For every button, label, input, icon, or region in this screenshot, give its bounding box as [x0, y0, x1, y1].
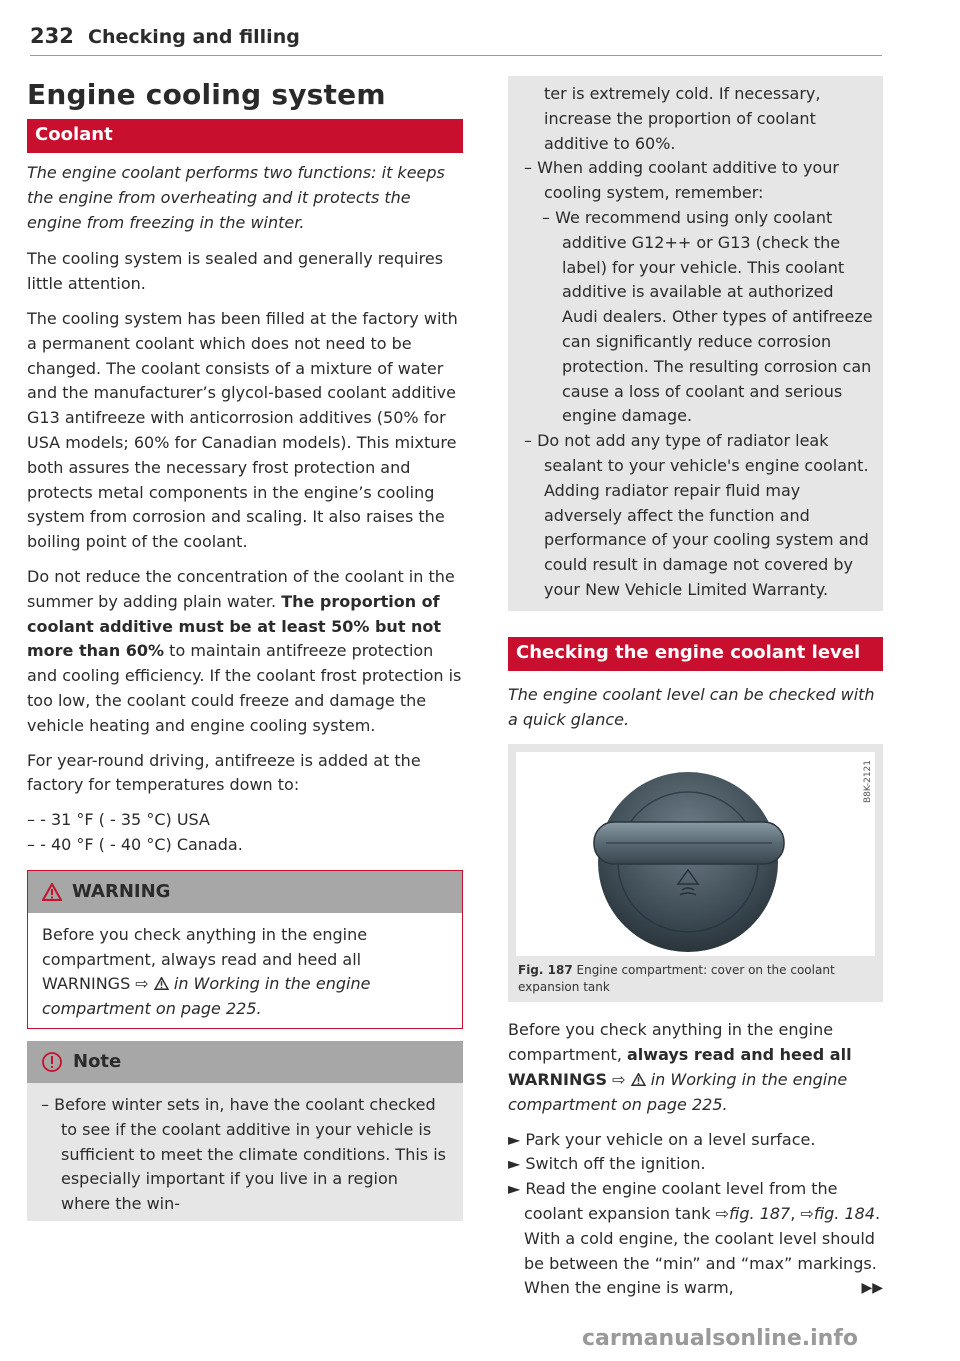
coolant-cap-image	[516, 752, 875, 956]
list-item: ter is extremely cold. If necessary, increase the proportion of coolant additive to 60%.	[544, 84, 821, 153]
step-item: ► Read the engine coolant level from the coolant expansion tank ⇨fig. 187, ⇨fig. 184. With a cold engine, the coolant level should be between the “min” and “max” markings. When the engine is warm, ▶▶	[508, 1177, 883, 1301]
note-text: – Before winter sets in, have the coolant checked to see if the coolant additive in your vehicle is sufficient to meet the climate conditions. This is especially important if you live in a region where the win-	[41, 1094, 446, 1214]
bold-text: The proportion of coolant additive must be at least 50% but not more than 60%	[27, 591, 442, 661]
note-title: Note	[73, 1051, 122, 1073]
step-item: ► Switch off the ignition.	[508, 1154, 706, 1174]
section-title: Checking and filling	[88, 26, 300, 48]
page-reference[interactable]: in Working in the engine compartment on page 225.	[42, 974, 371, 1019]
paragraph: Before you check anything in the engine compartment, always read and heed all WARNINGS ⇨ in Working in the engine compartment on page 225.	[508, 1020, 852, 1114]
list-item: – When adding coolant additive to your cooling system, remember:	[524, 158, 839, 203]
list-item: – - 40 °F ( - 40 °C) Canada.	[27, 834, 243, 854]
figure-187	[508, 744, 883, 1002]
figure-reference[interactable]: fig. 187	[729, 1203, 791, 1223]
note-continuation	[508, 76, 883, 611]
warning-icon	[631, 1073, 646, 1086]
warning-text: Before you check anything in the engine compartment, always read and heed all WARNINGS ⇨ in Working in the engine compartment on page 225.	[42, 924, 371, 1019]
warning-title: WARNING	[72, 881, 171, 903]
paragraph: The cooling system is sealed and generally requires little attention.	[27, 249, 444, 294]
page-title: Engine cooling system	[27, 78, 386, 111]
page-reference[interactable]: in Working in the engine compartment on page 225.	[508, 1069, 848, 1114]
page-header	[30, 22, 882, 56]
paragraph: Do not reduce the concentration of the coolant in the summer by adding plain water. The proportion of coolant additive must be at least 50% but not more than 60% to maintain antifreeze protection and cooling efficiency. If the coolant frost protection is too low, the coolant could freeze and damage the vehicle heating and engine cooling system.	[27, 566, 462, 735]
list-item: – We recommend using only coolant additive G12++ or G13 (check the label) for your vehicle. This coolant additive is available at authorized Audi dealers. Other types of antifreeze can significantly reduce corrosion protection. The resulting corrosion can cause a loss of coolant and serious engine damage.	[542, 207, 873, 426]
watermark: carmanualsonline.info	[582, 1326, 858, 1351]
warning-icon	[42, 883, 62, 901]
left-column	[27, 76, 463, 1221]
list-item: – Do not add any type of radiator leak sealant to your vehicle's engine coolant. Adding radiator repair fluid may adversely affect the function and performance of your cooling system and could result in damage not covered by your New Vehicle Limited Warranty.	[524, 431, 869, 599]
coolant-intro: The engine coolant performs two functions: it keeps the engine from overheating and it protects the engine from freezing in the winter.	[27, 163, 445, 232]
figure-caption: Fig. 187 Engine compartment: cover on the coolant expansion tank	[518, 963, 835, 995]
checking-intro: The engine coolant level can be checked with a quick glance.	[508, 684, 875, 729]
warning-header	[28, 871, 462, 913]
list-item: – - 31 °F ( - 35 °C) USA	[27, 810, 210, 830]
paragraph: The cooling system has been filled at the factory with a permanent coolant which does not need to be changed. The coolant consists of a mixture of water and the manufacturer’s glycol-based coolant additive G13 antifreeze with anticorrosion additives (50% for USA models; 60% for Canadian models). This mixture both assures the necessary frost protection and protects metal components in the engine’s cooling system from corrosion and scaling. It also raises the boiling point of the coolant.	[27, 308, 458, 552]
paragraph: For year-round driving, antifreeze is added at the factory for temperatures down to:	[27, 750, 421, 795]
note-box	[27, 1041, 463, 1221]
right-column	[508, 76, 883, 1301]
warning-icon	[154, 977, 169, 990]
figure-reference[interactable]: fig. 184	[813, 1203, 876, 1223]
note-icon	[41, 1051, 63, 1073]
figure-code: B8K-2121	[863, 760, 873, 804]
note-header	[27, 1041, 463, 1083]
coolant-cap-illustration	[516, 752, 875, 956]
page-number: 232	[30, 24, 74, 48]
continue-arrow-icon: ▶▶	[861, 1280, 883, 1297]
warning-box	[27, 870, 463, 1029]
subsection-checking-level: Checking the engine coolant level	[508, 637, 883, 671]
subsection-coolant: Coolant	[27, 119, 463, 153]
step-item: ► Park your vehicle on a level surface.	[508, 1129, 816, 1149]
